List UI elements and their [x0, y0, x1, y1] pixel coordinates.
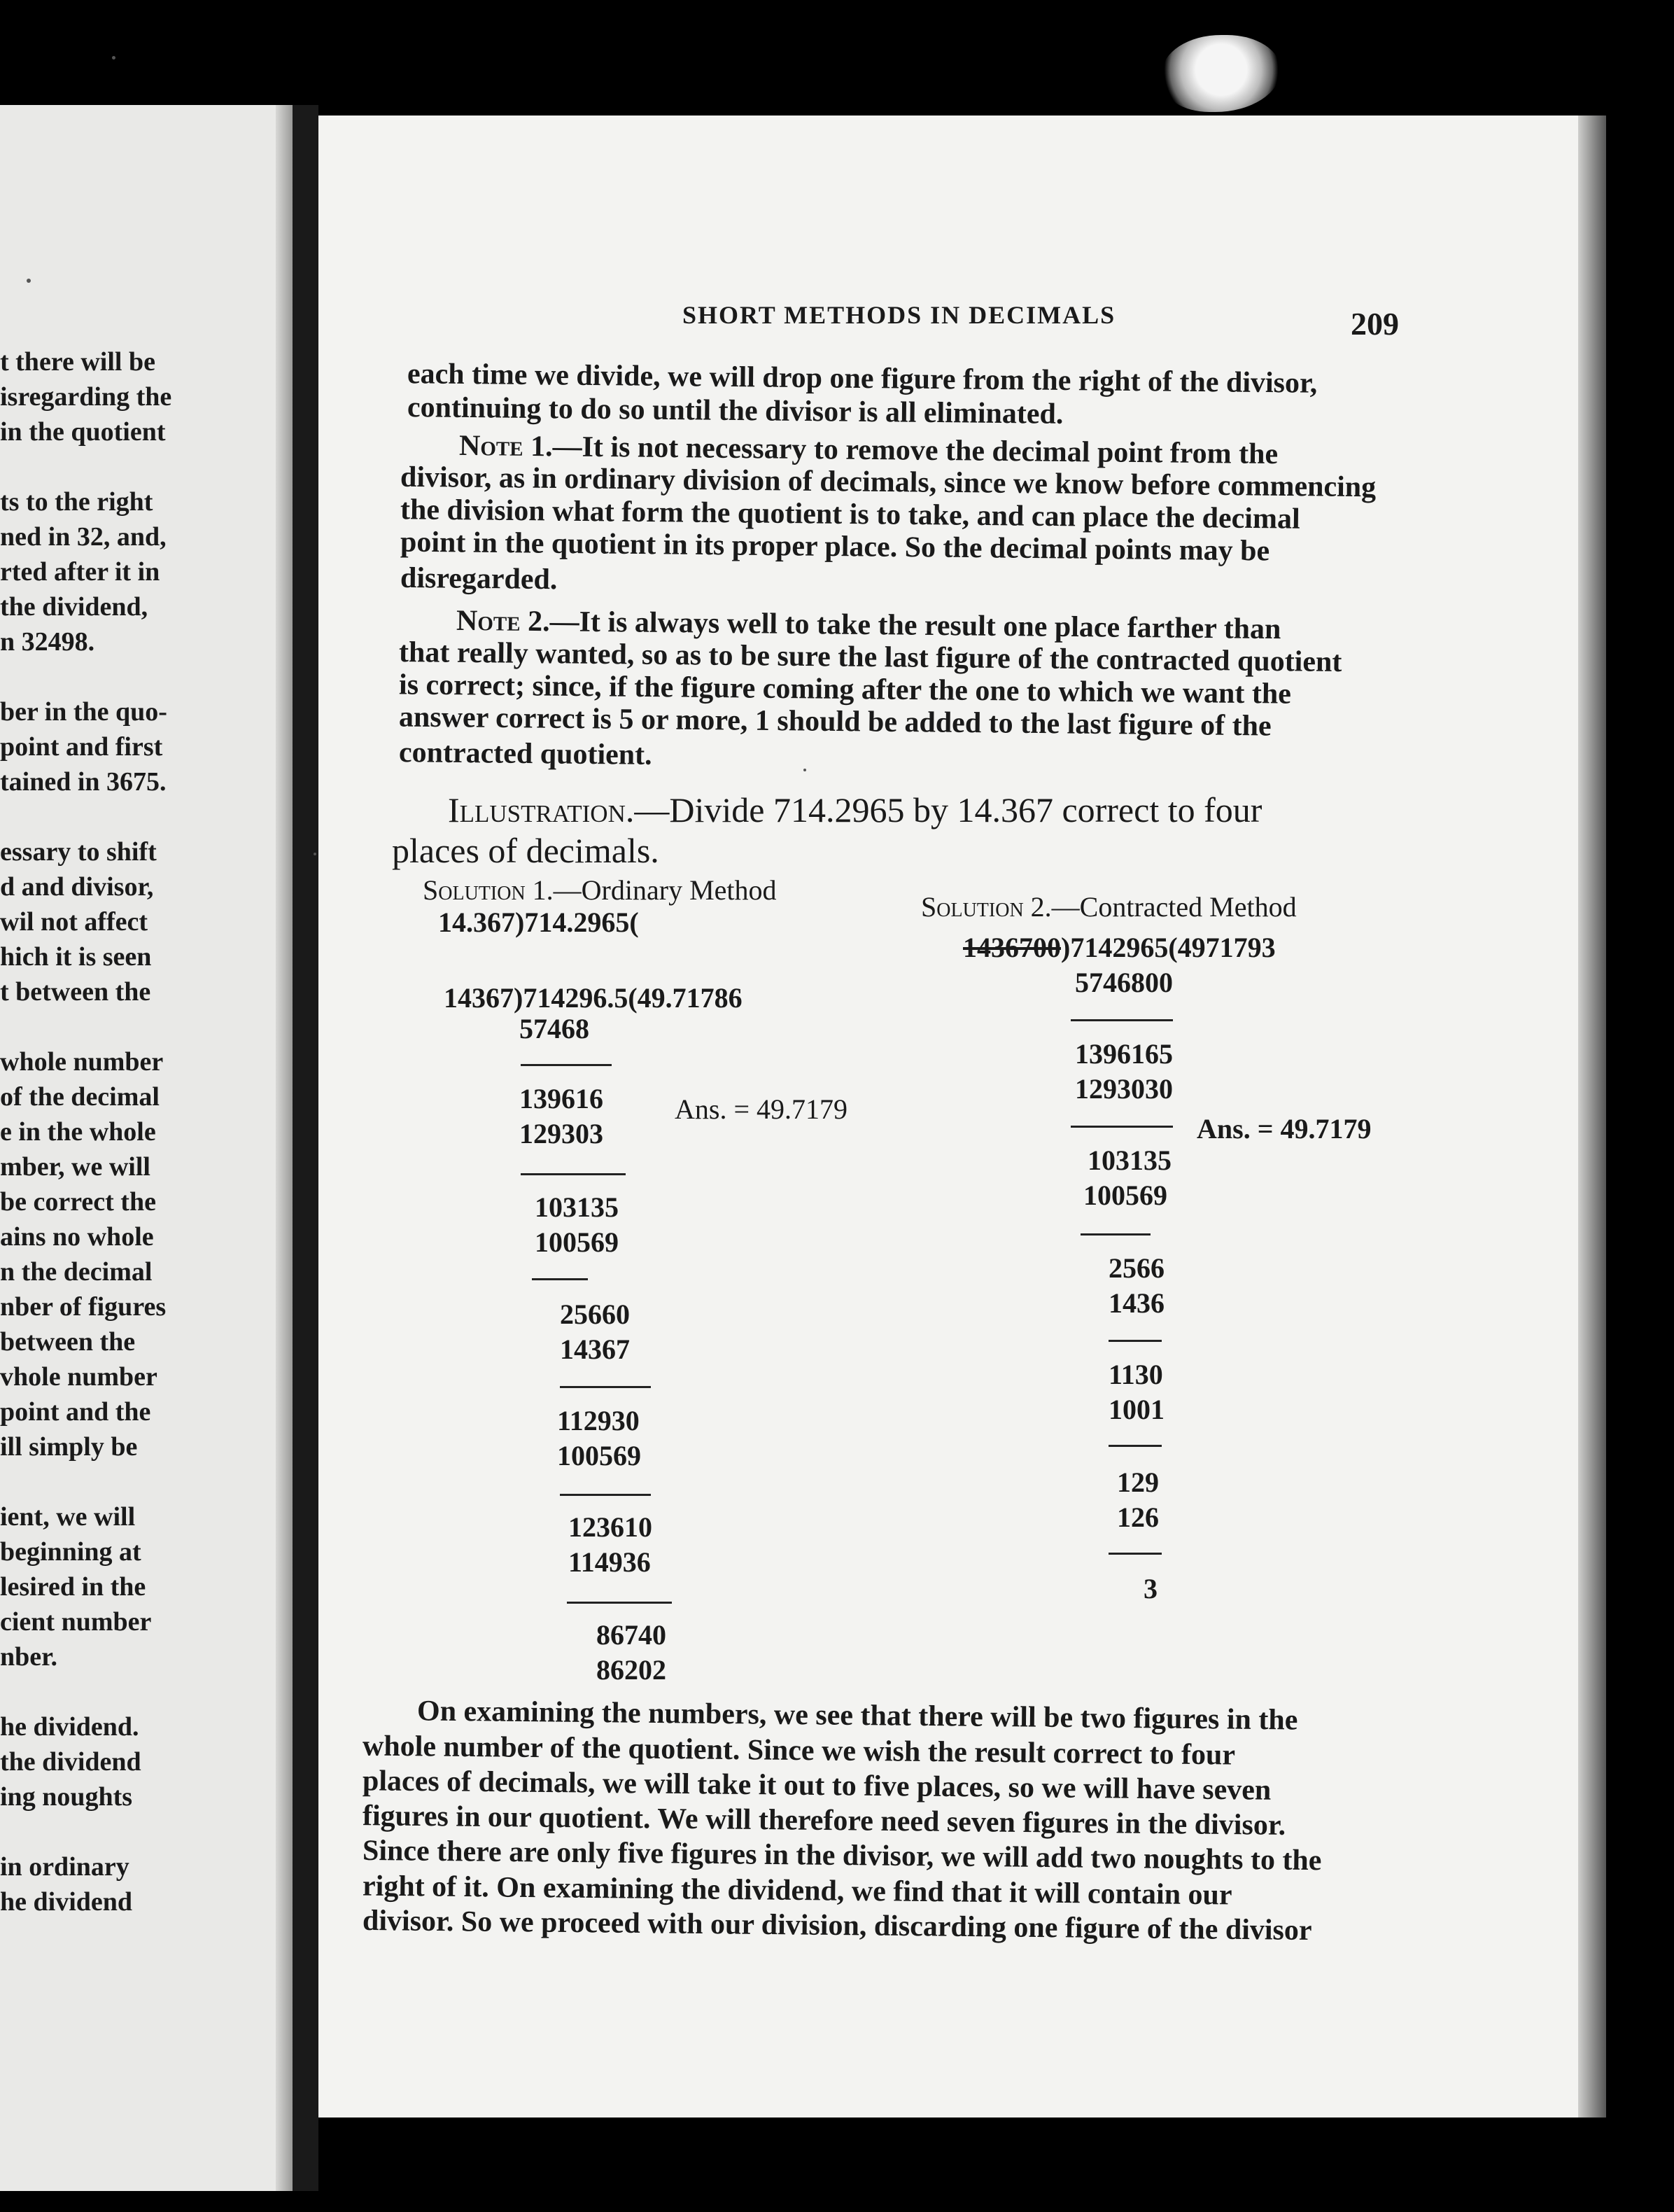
- note1-line: Note 1.—It is not necessary to remove the decimal point from the: [458, 429, 1279, 471]
- note1-line: disregarded.: [400, 561, 558, 596]
- left-page-gutter: [276, 105, 293, 2191]
- closing-line: whole number of the quotient. Since we wish the result correct to four: [362, 1730, 1236, 1772]
- left-page-line: ill simply be: [0, 1432, 138, 1462]
- solution2-row: 126: [1117, 1502, 1159, 1533]
- left-page-line: ing noughts: [0, 1782, 133, 1812]
- illustration-line: Illustration.—Divide 714.2965 by 14.367 correct to four: [448, 790, 1262, 830]
- solution1-row: 129303: [519, 1118, 603, 1149]
- solution2-row: 100569: [1083, 1180, 1167, 1211]
- left-page-line: vhole number: [0, 1362, 157, 1392]
- left-page-line: point and first: [0, 732, 163, 762]
- subtraction-rule: [560, 1386, 651, 1388]
- closing-line: Since there are only five figures in the divisor, we will add two noughts to the: [362, 1834, 1322, 1877]
- note2-line: Note 2.—It is always well to take the result one place farther than: [456, 604, 1281, 646]
- page-number: 209: [1351, 306, 1399, 342]
- paper-damage-spot: [1162, 35, 1281, 112]
- note1-label: Note 1.: [458, 429, 553, 463]
- note2-label: Note 2.: [456, 604, 550, 638]
- left-page-line: ient, we will: [0, 1502, 136, 1532]
- left-page-line: the dividend,: [0, 592, 148, 622]
- left-page-line: in ordinary: [0, 1852, 129, 1882]
- solution2-row: 1293030: [1075, 1073, 1173, 1105]
- solution2-division-line: 1436700)7142965(4971793: [963, 932, 1276, 963]
- left-page-line: ned in 32, and,: [0, 522, 167, 552]
- left-page-line: ber in the quo-: [0, 697, 167, 727]
- left-page-line: he dividend.: [0, 1712, 139, 1742]
- left-page-line: t between the: [0, 977, 151, 1007]
- solution1-row: 86740: [596, 1619, 666, 1651]
- solution2-row: 1130: [1109, 1359, 1163, 1390]
- closing-line: divisor. So we proceed with our division, discarding one figure of the divisor: [362, 1904, 1312, 1947]
- note1-line: the division what form the quotient is to take, and can place the decimal: [400, 493, 1300, 536]
- solution1-heading: Solution 1.—Ordinary Method: [423, 874, 777, 906]
- subtraction-rule: [567, 1602, 672, 1604]
- left-page-line: n the decimal: [0, 1257, 153, 1287]
- subtraction-rule: [1081, 1233, 1151, 1236]
- subtraction-rule: [1109, 1340, 1162, 1342]
- solution2-answer: Ans. = 49.7179: [1197, 1113, 1372, 1144]
- left-page-line: mber, we will: [0, 1152, 150, 1182]
- solution1-answer: Ans. = 49.7179: [675, 1093, 848, 1125]
- solution2-row: 5746800: [1075, 967, 1173, 998]
- left-page-line: between the: [0, 1327, 136, 1357]
- page-gutter-shadow: [293, 105, 318, 2191]
- left-page-line: the dividend: [0, 1747, 141, 1777]
- left-page-line: nber.: [0, 1642, 58, 1672]
- left-page-line: nber of figures: [0, 1292, 167, 1322]
- para1-line: each time we divide, we will drop one figure from the right of the divisor,: [407, 358, 1318, 400]
- right-page-edge: [1578, 115, 1606, 2118]
- solution2-row: 3: [1144, 1573, 1158, 1604]
- solution1-division-line: 14367)714296.5(49.71786: [444, 982, 743, 1014]
- solution2-row: 129: [1117, 1466, 1159, 1498]
- solution1-row: 14367: [560, 1334, 630, 1365]
- solution2-row: 1001: [1109, 1394, 1165, 1425]
- solution1-row: 25660: [560, 1298, 630, 1330]
- left-page-line: n 32498.: [0, 627, 95, 657]
- left-page-line: in the quotient: [0, 417, 166, 447]
- solution2-heading: Solution 2.—Contracted Method: [921, 891, 1297, 923]
- left-page-line: cient number: [0, 1607, 152, 1637]
- solution1-row: 57468: [519, 1013, 589, 1044]
- left-page-line: of the decimal: [0, 1082, 160, 1112]
- left-page-line: beginning at: [0, 1537, 141, 1567]
- left-page-line: wil not affect: [0, 907, 148, 937]
- left-page-line: rted after it in: [0, 557, 160, 587]
- left-page-line: point and the: [0, 1397, 151, 1427]
- subtraction-rule: [521, 1064, 612, 1066]
- left-page-line: ts to the right: [0, 487, 153, 517]
- closing-line: places of decimals, we will take it out to five places, so we will have seven: [362, 1765, 1272, 1807]
- solution1-row: 86202: [596, 1654, 666, 1686]
- left-page-line: be correct the: [0, 1187, 156, 1217]
- left-page-line: d and divisor,: [0, 872, 154, 902]
- illustration-label: Illustration.: [448, 790, 635, 830]
- left-page-line: isregarding the: [0, 382, 172, 412]
- note2-line: answer correct is 5 or more, 1 should be added to the last figure of the: [398, 701, 1272, 743]
- solution2-row: 1396165: [1075, 1038, 1173, 1070]
- solution1-row: 103135: [535, 1191, 619, 1223]
- left-page-line: lesired in the: [0, 1572, 146, 1602]
- subtraction-rule: [521, 1173, 626, 1175]
- illustration-line: places of decimals.: [392, 831, 659, 870]
- left-page-line: tained in 3675.: [0, 767, 167, 797]
- note1-line: point in the quotient in its proper place. So the decimal points may be: [400, 526, 1270, 568]
- solution2-row: 1436: [1109, 1287, 1165, 1319]
- closing-line: right of it. On examining the dividend, we find that it will contain our: [362, 1870, 1232, 1912]
- subtraction-rule: [1071, 1019, 1173, 1021]
- running-head: SHORT METHODS IN DECIMALS: [682, 301, 1116, 329]
- solution1-row: 114936: [568, 1546, 651, 1578]
- solution2-row: 2566: [1109, 1252, 1165, 1284]
- closing-line: On examining the numbers, we see that there will be two figures in the: [416, 1695, 1298, 1737]
- left-page-line: e in the whole: [0, 1117, 156, 1147]
- left-page-line: essary to shift: [0, 837, 157, 867]
- note2-line: contracted quotient.: [398, 736, 652, 771]
- solution1-setup: 14.367)714.2965(: [438, 906, 639, 938]
- solution2-divisor: 1436700: [963, 932, 1061, 963]
- subtraction-rule: [1109, 1445, 1162, 1447]
- note2-line: that really wanted, so as to be sure the last figure of the contracted quotient: [398, 636, 1342, 679]
- solution1-row: 100569: [535, 1226, 619, 1258]
- left-page-line: t there will be: [0, 347, 155, 377]
- left-page-line: ains no whole: [0, 1222, 154, 1252]
- solution1-row: 123610: [568, 1511, 652, 1543]
- note2-line: is correct; since, if the figure coming after the one to which we want the: [398, 668, 1292, 710]
- note1-line: divisor, as in ordinary division of decimals, since we know before commencing: [400, 461, 1377, 504]
- solution1-row: 100569: [557, 1440, 641, 1471]
- solution1-row: 112930: [557, 1405, 640, 1436]
- solution1-row: 139616: [519, 1083, 603, 1114]
- left-page-line: whole number: [0, 1047, 164, 1077]
- left-page-line: hich it is seen: [0, 942, 152, 972]
- para1-line: continuing to do so until the divisor is all eliminated.: [407, 391, 1064, 430]
- subtraction-rule: [532, 1278, 588, 1280]
- subtraction-rule: [1109, 1553, 1162, 1555]
- subtraction-rule: [1071, 1126, 1173, 1128]
- subtraction-rule: [560, 1494, 651, 1496]
- closing-line: figures in our quotient. We will therefore need seven figures in the divisor.: [362, 1800, 1286, 1842]
- left-page-line: he dividend: [0, 1887, 133, 1917]
- solution2-row: 103135: [1088, 1144, 1172, 1176]
